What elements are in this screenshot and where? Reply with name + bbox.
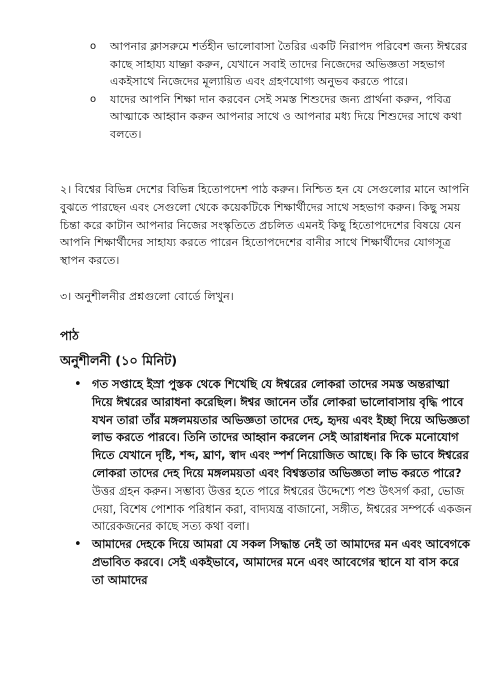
exercise-bullet-item [74, 536, 472, 589]
exercise-bold-text: আমাদের দেহকে দিয়ে আমরা যে সকল সিদ্ধান্ত নেই তা আমাদের মন এবং আবেগকে প্রভাবিত করবে। সেই একইভাবে, আমাদের মনে এবং আবেগের স্থানে যা বাস করে তা আমাদের [92, 537, 470, 587]
section-heading-exercise: অনুশীলনী (১০ মিনিট) [60, 354, 178, 369]
exercise-normal-text: উত্তর গ্রহন করুন। সম্ভাব্য উত্তর হতে পারে ঈশ্বরের উদ্দেশ্যে পশু উৎসর্গ করা, ভোজ দেয়া, বিশেষ পোশাক পরিধান করা, বাদ্যযন্ত্র বাজানো, সঙ্গীত, ঈশ্বরের সম্পর্কে একজন আরেকজনের কাছে সত্য কথা বলা। [92, 483, 472, 534]
numbered-paragraph-2: ২। বিশ্বের বিভিন্ন দেশের বিভিন্ন হিতোপদেশ পাঠ করুন। নিশ্চিত হন যে সেগুলোর মানে আপনি বুঝতে পারছেন এবং সেগুলো থেকে কয়েকটিকে শিক্ষার্থীদের সাথে সহভাগ করুন। কিছু সময় চিন্তা করে কাটান আপনার নিজের সংস্কৃতিতে প্রচলিত এমনই কিছু হিতোপদেশের বিষয়ে যেন আপনি শিক্ষার্থীদের সাহায্য করতে পারেন হিতোপদেশের বানীর সাথে শিক্ষার্থীদের যোগসূত্র স্থাপন করতে। [60, 183, 470, 268]
numbered-paragraph-3: ৩। অনুশীলনীর প্রশ্নগুলো বোর্ডে লিখুন। [60, 290, 234, 303]
exercise-bullet-list [74, 376, 472, 590]
filled-dot-bullet-icon: • [74, 537, 82, 553]
sub-bullet-item [90, 38, 470, 91]
exercise-bullet-item [74, 376, 472, 536]
sub-bullet-item [90, 91, 470, 144]
section-heading-lesson: পাঠ [60, 328, 79, 343]
sub-bullet-text: যাদের আপনি শিক্ষা দান করবেন সেই সমস্ত শিশুদের জন্য প্রার্থনা করুন, পবিত্র আত্মাকে আহ্বান করুন আপনার সাথে ও আপনার মধ্য দিয়ে শিশুদের সাথে কথা বলতে। [110, 92, 462, 141]
sub-bullet-list [90, 38, 470, 144]
hollow-circle-bullet-icon: o [90, 41, 97, 52]
filled-dot-bullet-icon: • [74, 377, 82, 392]
sub-bullet-text: আপনার ক্লাসরুমে শর্তহীন ভালোবাসা তৈরির একটি নিরাপদ পরিবেশ জন্য ঈশ্বরের কাছে সাহায্য যাচ্ঞা করুন, যেখানে সবাই তাদের নিজেদের অভিজ্ঞতা সহভাগ একইসাথে নিজেদের মূল্যায়িত এবং গ্রহণযোগ্য অনুভব করতে পারে। [110, 40, 468, 89]
exercise-bold-text: গত সপ্তাহে ইস্রা পুস্তক থেকে শিখেছি যে ঈশ্বরের লোকরা তাদের সমস্ত অন্তরাত্মা দিয়ে ঈশ্বরের আরাধনা করেছিল। ঈশ্বর জানেন তাঁর লোকরা ভালোবাসায় বৃদ্ধি পাবে যখন তারা তাঁর মঙ্গলময়তার অভিজ্ঞতা তাদের দেহ, হৃদয় এবং ইচ্ছা দিয়ে অভিজ্ঞতা লাভ করতে পারবে। তিনি তাদের আহ্বান করলেন সেই আরাধনার দিকে মনোযোগ দিতে যেখানে দৃষ্টি, শব্দ, ঘ্রাণ, স্বাদ এবং স্পর্শ নিয়োজিত আছে। কি কি ভাবে ঈশ্বরের লোকরা তাদের দেহ দিয়ে মঙ্গলময়তা এবং বিশ্বস্ততার অভিজ্ঞতা লাভ করতে পারে? [92, 377, 470, 480]
hollow-circle-bullet-icon: o [90, 93, 97, 105]
